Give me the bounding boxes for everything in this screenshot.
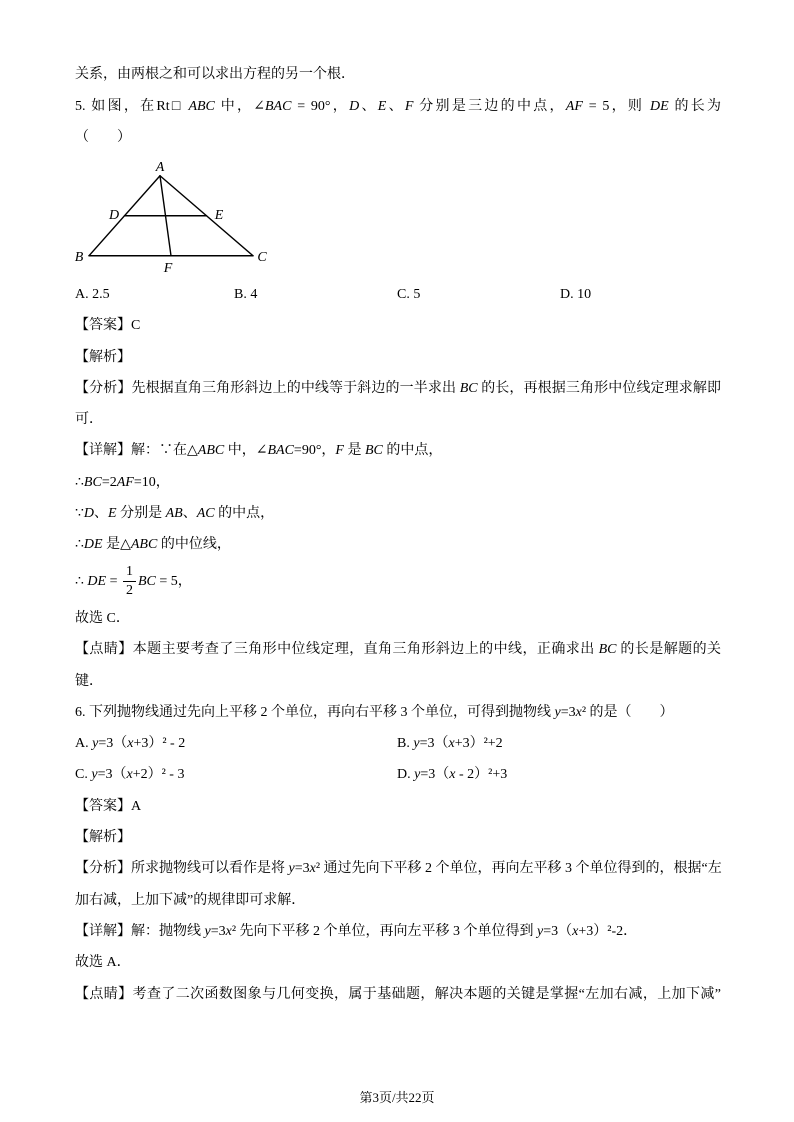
math-variable: BC xyxy=(83,474,102,490)
math-variable: BAC xyxy=(267,443,294,459)
text-run: C. xyxy=(75,767,92,783)
q5-analysis-line-1 xyxy=(75,373,721,404)
math-variable: x xyxy=(225,923,232,939)
q5-detail-line-3 xyxy=(75,498,721,529)
text-run: ∴ xyxy=(75,537,84,553)
document-page xyxy=(75,59,721,1009)
math-variable: x xyxy=(126,767,133,783)
text-run: A. xyxy=(75,736,93,752)
math-variable: BC xyxy=(138,573,156,589)
q5-comment-line-1 xyxy=(75,634,721,665)
math-variable: D xyxy=(349,98,360,114)
triangle-diagram xyxy=(75,153,275,278)
q6-solution-heading: 【解析】 xyxy=(75,830,131,846)
q6-analysis-line-2 xyxy=(75,885,721,916)
math-variable: ABC xyxy=(188,98,215,114)
q6-answer: 【答案】A xyxy=(75,798,142,814)
text-run: =3（ xyxy=(97,767,127,783)
math-variable: y xyxy=(537,923,544,939)
vertex-label-b: B xyxy=(74,250,84,266)
text-run: 的中点， xyxy=(214,506,275,522)
math-variable: DE xyxy=(83,537,103,553)
text-run: 的长是解题的关 xyxy=(616,642,722,658)
text-run: =3 xyxy=(294,861,310,877)
math-variable: E xyxy=(377,98,387,114)
q6-detail-line-1 xyxy=(75,916,721,947)
q5-option-d: D. 10 xyxy=(560,286,592,302)
text-run: +3）² - 2 xyxy=(133,736,186,752)
math-variable: y xyxy=(91,767,98,783)
point-label-e: E xyxy=(214,208,224,224)
text-run: ∵ xyxy=(75,506,84,522)
fraction-numerator: 1 xyxy=(123,564,136,582)
text-run: = 5， xyxy=(155,573,192,589)
text-run: =10， xyxy=(133,474,170,490)
math-variable: x xyxy=(448,736,455,752)
text-run: 中，∠ xyxy=(214,98,265,114)
q5-answer-blank: （ ） xyxy=(75,129,131,145)
math-variable: AB xyxy=(165,506,183,522)
text-run: = 5，则 xyxy=(582,98,650,114)
text-run: = 90°， xyxy=(291,98,350,114)
math-variable: y xyxy=(554,704,561,720)
math-variable: AC xyxy=(196,506,215,522)
q5-analysis-line-2 xyxy=(75,404,721,435)
point-label-f: F xyxy=(163,261,173,277)
text-run: 的长，再根据三角形中位线定理求解即 xyxy=(477,380,722,396)
q6-option-a xyxy=(75,728,397,759)
q6-comment-line-1 xyxy=(75,979,721,1010)
point-label-d: D xyxy=(108,208,120,224)
q5-stem xyxy=(75,91,721,122)
text-run: =3 xyxy=(210,923,226,939)
text-run: 是△ xyxy=(102,537,131,553)
text-run: =90°， xyxy=(293,443,336,459)
math-variable: E xyxy=(108,506,117,522)
math-variable: y xyxy=(288,861,295,877)
fraction-one-half xyxy=(123,564,136,599)
text-run: 、 xyxy=(386,98,405,114)
page-footer: 第3页/共22页 xyxy=(359,1090,435,1105)
text-run: =3（ xyxy=(543,923,573,939)
q6-options-row-2 xyxy=(75,759,721,790)
q6-stem xyxy=(75,697,721,728)
equals-sign: = xyxy=(106,573,121,589)
text-run: 、 xyxy=(359,98,378,114)
math-variable: BC xyxy=(598,642,617,658)
q6-option-c xyxy=(75,759,397,790)
math-variable: AF xyxy=(116,474,134,490)
text-run: 、 xyxy=(94,506,109,522)
math-variable: ABC xyxy=(197,443,225,459)
text-run: 可． xyxy=(75,412,103,428)
text-run: ² 先向下平移 2 个单位，再向左平移 3 个单位得到 xyxy=(231,923,538,939)
fraction-denominator: 2 xyxy=(126,582,133,598)
q5-option-a: A. 2.5 xyxy=(75,286,110,302)
math-variable: DE xyxy=(650,98,669,114)
text-run: 【点睛】本题主要考查了三角形中位线定理，直角三角形斜边上的中线，正确求出 xyxy=(75,642,599,658)
text-run: =3（ xyxy=(419,736,449,752)
q5-detail-line-1 xyxy=(75,435,721,466)
math-variable: ABC xyxy=(130,537,158,553)
q6-conclusion: 故选 A． xyxy=(75,955,131,971)
text-run: 键． xyxy=(75,673,103,689)
text-run: 【详解】解：∵在△ xyxy=(75,443,198,459)
text-run: =3（ xyxy=(420,767,450,783)
text-run: 6. 下列抛物线通过先向上平移 2 个单位，再向右平移 3 个单位，可得到抛物线 xyxy=(75,704,555,720)
math-variable: x xyxy=(572,923,579,939)
math-variable: F xyxy=(404,98,414,114)
q6-options-row-1 xyxy=(75,728,721,759)
q5-detail-line-2 xyxy=(75,467,721,498)
math-variable: x xyxy=(449,767,456,783)
vertex-label-c: C xyxy=(257,250,267,266)
text-run: ² 的是（ ） xyxy=(581,704,674,720)
q5-option-b: B. 4 xyxy=(234,286,258,302)
text-run: 关系，由两根之和可以求出方程的另一个根． xyxy=(75,67,355,83)
math-variable: x xyxy=(575,704,582,720)
math-variable: y xyxy=(413,736,420,752)
q6-option-d xyxy=(397,759,721,790)
q5-detail-fraction-line xyxy=(75,561,721,603)
text-run: +3）²-2． xyxy=(578,923,638,939)
math-variable: x xyxy=(309,861,316,877)
text-run: 【分析】所求抛物线可以看作是将 xyxy=(75,861,289,877)
math-variable: x xyxy=(127,736,134,752)
text-run: =3 xyxy=(560,704,576,720)
text-run: - 2）²+3 xyxy=(455,767,508,783)
math-variable: AF xyxy=(565,98,583,114)
math-variable: y xyxy=(204,923,211,939)
q5-comment-line-2 xyxy=(75,666,721,697)
text-run: +3）²+2 xyxy=(454,736,503,752)
text-run: ∴ xyxy=(75,474,84,490)
text-run: 的长为 xyxy=(668,98,722,114)
text-run: 【点睛】考查了二次函数图象与几何变换，属于基础题，解决本题的关键是掌握“左加右减，上加下减” xyxy=(75,986,721,1002)
math-variable: F xyxy=(335,443,344,459)
text-run: B. xyxy=(397,736,414,752)
text-run: 【分析】先根据直角三角形斜边上的中线等于斜边的一半求出 xyxy=(75,380,460,396)
text-run: 是 xyxy=(343,443,365,459)
q5-option-c: C. 5 xyxy=(397,286,421,302)
text-run: 5. 如图，在Rt□ xyxy=(75,98,189,114)
math-variable: y xyxy=(92,736,99,752)
text-run: 加右减，上加下减”的规律即可求解． xyxy=(75,892,306,908)
q5-triangle-figure xyxy=(75,153,721,279)
q6-analysis-line-1 xyxy=(75,853,721,884)
math-variable: BC xyxy=(364,443,383,459)
q6-option-b xyxy=(397,728,721,759)
text-run: =2 xyxy=(101,474,117,490)
therefore-symbol: ∴ xyxy=(75,573,88,589)
q5-detail-line-4 xyxy=(75,529,721,560)
text-run: 的中位线， xyxy=(157,537,231,553)
math-variable: DE xyxy=(87,573,107,589)
q5-solution-heading: 【解析】 xyxy=(75,349,131,365)
vertex-labels xyxy=(75,160,268,276)
q5-options xyxy=(75,279,721,310)
q5-answer: 【答案】C xyxy=(75,318,141,334)
q5-conclusion: 故选 C． xyxy=(75,610,130,626)
math-variable: y xyxy=(414,767,421,783)
text-run: 【详解】解：抛物线 xyxy=(75,923,205,939)
math-variable: D xyxy=(83,506,95,522)
math-variable: BC xyxy=(459,380,478,396)
text-run: 分别是三边的中点， xyxy=(413,98,566,114)
text-run: D. xyxy=(397,767,415,783)
text-run: 的中点， xyxy=(382,443,443,459)
text-run: 、 xyxy=(182,506,197,522)
text-run: ² 通过先向下平移 2 个单位，再向左平移 3 个单位得到的，根据“左 xyxy=(315,861,722,877)
previous-question-tail xyxy=(75,59,721,90)
text-run: 分别是 xyxy=(116,506,166,522)
text-run: =3（ xyxy=(98,736,128,752)
text-run: 中，∠ xyxy=(224,443,268,459)
math-variable: BAC xyxy=(264,98,292,114)
vertex-label-a: A xyxy=(155,160,165,176)
text-run: +2）² - 3 xyxy=(132,767,185,783)
